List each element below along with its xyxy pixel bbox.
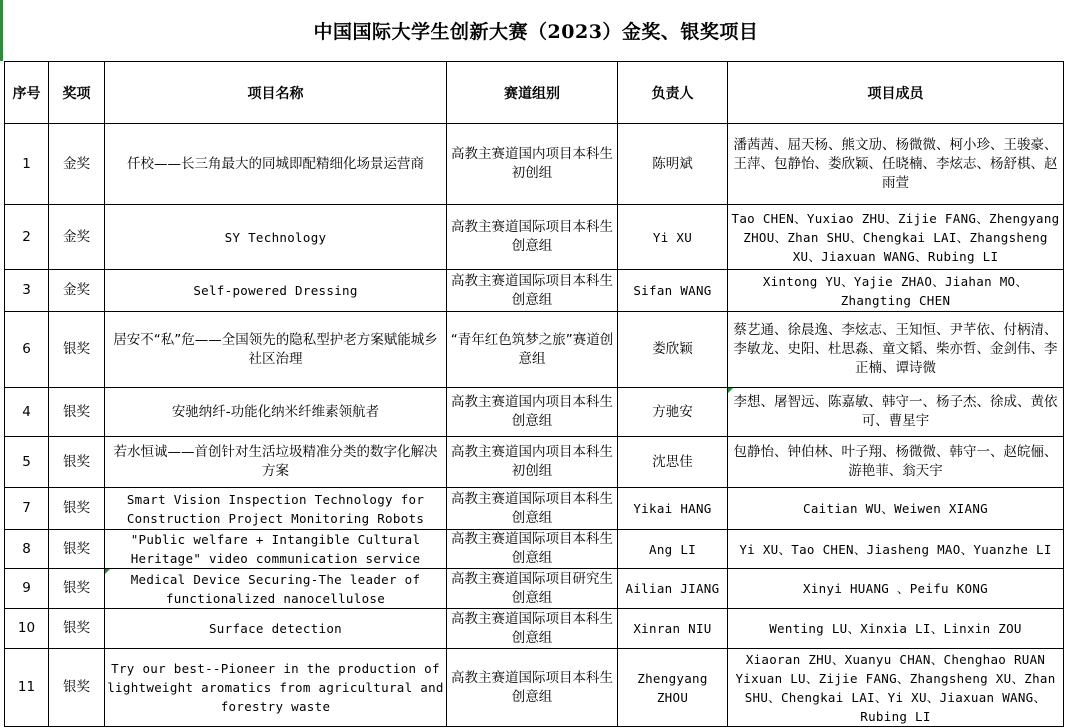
cell-leader: Zhengyang ZHOU [618, 649, 728, 727]
cell-members: 蔡艺通、徐晨逸、李炫志、王知恒、尹芊依、付柄清、李敏龙、史阳、杜思淼、童文韬、柴亦哲、金剑伟、李正楠、谭诗微 [728, 312, 1064, 388]
cell-award: 金奖 [49, 205, 105, 270]
cell-track: 高教主赛道国际项目本科生创意组 [447, 270, 618, 312]
cell-leader: Yi XU [618, 205, 728, 270]
cell-members: Yi XU、Tao CHEN、Jiasheng MAO、Yuanzhe LI [728, 530, 1064, 569]
cell-track: 高教主赛道国际项目研究生创意组 [447, 569, 618, 609]
cell-award: 银奖 [49, 312, 105, 388]
cell-project-name: 若水恒诚——首创针对生活垃圾精准分类的数字化解决方案 [105, 437, 447, 488]
cell-track: 高教主赛道国际项目本科生创意组 [447, 488, 618, 530]
cell-no: 1 [5, 124, 49, 205]
cell-award: 银奖 [49, 437, 105, 488]
table-row [5, 488, 1064, 530]
table-row [5, 270, 1064, 312]
cell-no: 5 [5, 437, 49, 488]
cell-track: “青年红色筑梦之旅”赛道创意组 [447, 312, 618, 388]
awards-table [4, 61, 1064, 727]
cell-no: 9 [5, 569, 49, 609]
cell-project-name: "Public welfare + Intangible Cultural Heritage" video communication service [105, 530, 447, 569]
cell-leader: Ailian JIANG [618, 569, 728, 609]
cell-members: Xinyi HUANG 、Peifu KONG [728, 569, 1064, 609]
cell-no: 6 [5, 312, 49, 388]
cell-project-name: 居安不“私”危——全国领先的隐私型护老方案赋能城乡社区治理 [105, 312, 447, 388]
cell-members: Wenting LU、Xinxia LI、Linxin ZOU [728, 609, 1064, 649]
table-title: 中国国际大学生创新大赛（2023）金奖、银奖项目 [313, 21, 759, 43]
cell-award: 金奖 [49, 270, 105, 312]
cell-leader: Yikai HANG [618, 488, 728, 530]
cell-project-name: Self-powered Dressing [105, 270, 447, 312]
cell-track: 高教主赛道国际项目本科生创意组 [447, 609, 618, 649]
header-project-name: 项目名称 [105, 62, 447, 124]
cell-no: 11 [5, 649, 49, 727]
header-award: 奖项 [49, 62, 105, 124]
cell-award: 银奖 [49, 609, 105, 649]
cell-project-name: 安驰纳纤-功能化纳米纤维素领航者 [105, 388, 447, 437]
cell-award: 银奖 [49, 388, 105, 437]
title-row [0, 0, 1069, 61]
header-row [5, 62, 1064, 124]
cell-track: 高教主赛道国际项目本科生创意组 [447, 530, 618, 569]
cell-project-name: Medical Device Securing-The leader of functionalized nanocellulose [105, 569, 447, 609]
table-row [5, 649, 1064, 727]
cell-leader: 娄欣颖 [618, 312, 728, 388]
cell-members: 包静怡、钟伯林、叶子翔、杨微微、韩守一、赵皖俪、游艳菲、翁天宇 [728, 437, 1064, 488]
table-row [5, 569, 1064, 609]
cell-award: 银奖 [49, 530, 105, 569]
cell-project-name: Try our best--Pioneer in the production of lightweight aromatics from agricultural and forestry waste [105, 649, 447, 727]
cell-award: 银奖 [49, 569, 105, 609]
cell-members: Tao CHEN、Yuxiao ZHU、Zijie FANG、Zhengyang ZHOU、Zhan SHU、Chengkai LAI、Zhangsheng XU、Jiaxuan WANG、Rubing LI [728, 205, 1064, 270]
header-members: 项目成员 [728, 62, 1064, 124]
cell-leader: Sifan WANG [618, 270, 728, 312]
cell-members: Xiaoran ZHU、Xuanyu CHAN、Chenghao RUAN Yixuan LU、Zijie FANG、Zhangsheng XU、Zhan SHU、Chengkai LAI、Yi XU、Jiaxuan WANG、Rubing LI [728, 649, 1064, 727]
cell-members: Caitian WU、Weiwen XIANG [728, 488, 1064, 530]
cell-track: 高教主赛道国内项目本科生创意组 [447, 388, 618, 437]
cell-no: 3 [5, 270, 49, 312]
cell-track: 高教主赛道国际项目本科生创意组 [447, 649, 618, 727]
table-row [5, 124, 1064, 205]
cell-members: Xintong YU、Yajie ZHAO、Jiahan MO、Zhangting CHEN [728, 270, 1064, 312]
header-no: 序号 [5, 62, 49, 124]
cell-no: 8 [5, 530, 49, 569]
cell-award: 金奖 [49, 124, 105, 205]
cell-track: 高教主赛道国内项目本科生初创组 [447, 124, 618, 205]
table-row [5, 530, 1064, 569]
cell-leader: 陈明斌 [618, 124, 728, 205]
table-row [5, 609, 1064, 649]
cell-leader: Ang LI [618, 530, 728, 569]
table-row [5, 312, 1064, 388]
cell-award: 银奖 [49, 488, 105, 530]
cell-no: 7 [5, 488, 49, 530]
header-leader: 负责人 [618, 62, 728, 124]
cell-project-name: 仟校——长三角最大的同城即配精细化场景运营商 [105, 124, 447, 205]
cell-members: 李想、屠智远、陈嘉敏、韩守一、杨子杰、徐成、黄依可、曹星宇 [728, 388, 1064, 437]
table-row [5, 205, 1064, 270]
cell-leader: 方驰安 [618, 388, 728, 437]
cell-track: 高教主赛道国际项目本科生创意组 [447, 205, 618, 270]
cell-no: 2 [5, 205, 49, 270]
cell-no: 10 [5, 609, 49, 649]
table-row [5, 388, 1064, 437]
cell-no: 4 [5, 388, 49, 437]
cell-project-name: Surface detection [105, 609, 447, 649]
cell-project-name: Smart Vision Inspection Technology for Construction Project Monitoring Robots [105, 488, 447, 530]
cell-leader: 沈思佳 [618, 437, 728, 488]
table-row [5, 437, 1064, 488]
cell-members: 潘茜茜、屈天杨、熊文劢、杨微微、柯小珍、王骏豪、王萍、包静怡、娄欣颖、任晓楠、李炫志、杨舒棋、赵雨萱 [728, 124, 1064, 205]
cell-award: 银奖 [49, 649, 105, 727]
cell-project-name: SY Technology [105, 205, 447, 270]
header-track: 赛道组别 [447, 62, 618, 124]
cell-track: 高教主赛道国内项目本科生初创组 [447, 437, 618, 488]
cell-leader: Xinran NIU [618, 609, 728, 649]
